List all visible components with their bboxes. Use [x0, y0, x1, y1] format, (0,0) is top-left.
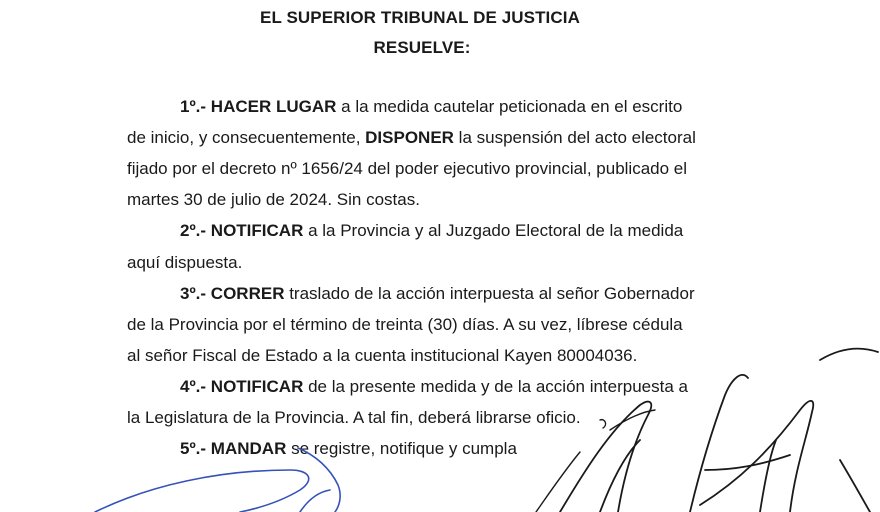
item-5-action: MANDAR [210, 439, 287, 458]
item-1-number: 1º.- [180, 97, 207, 116]
item-1-line-3: fijado por el decreto nº 1656/24 del poder ejecutivo provincial, publicado el [127, 159, 688, 178]
item-5-line-1 [180, 439, 780, 459]
item-1-text-2c: la suspensión del acto electoral [453, 128, 696, 147]
item-3-text-1: traslado de la acción interpuesta al señor Gobernador [289, 284, 695, 303]
item-1-action: HACER LUGAR [210, 97, 337, 116]
item-1-line-1 [180, 97, 780, 117]
item-1-line-4: martes 30 de julio de 2024. Sin costas. [127, 190, 420, 209]
resuelve-heading: RESUELVE: [373, 38, 471, 57]
item-1-text-2a: de inicio, y consecuentemente, [127, 128, 366, 147]
item-1-text-1: a la medida cautelar peticionada en el escrito [341, 97, 683, 116]
item-3-number: 3º.- [180, 284, 207, 303]
item-3-line-3: al señor Fiscal de Estado a la cuenta institucional Kayen 80004036. [127, 346, 638, 365]
tribunal-heading: EL SUPERIOR TRIBUNAL DE JUSTICIA [260, 8, 580, 27]
signature-stroke [840, 460, 870, 512]
item-2-text-1: a la Provincia y al Juzgado Electoral de la medida [308, 221, 684, 240]
item-5-text-1: se registre, notifique y cumpla [291, 439, 517, 458]
item-2-action: NOTIFICAR [210, 221, 304, 240]
item-2-number: 2º.- [180, 221, 207, 240]
item-1-line-2 [127, 128, 727, 148]
item-4-number: 4º.- [180, 377, 207, 396]
signature-stroke [820, 349, 878, 360]
item-3-line-1 [180, 284, 780, 304]
item-1-dispone: DISPONER [365, 128, 454, 147]
item-4-text-1: de la presente medida y de la acción interpuesta a [308, 377, 688, 396]
item-5-number: 5º.- [180, 439, 207, 458]
item-2-line-2: aquí dispuesta. [127, 253, 243, 272]
item-4-line-2: la Legislatura de la Provincia. A tal fin, deberá librarse oficio. [127, 408, 581, 427]
item-4-line-1 [180, 377, 780, 397]
signature-stroke [95, 470, 309, 512]
item-4-action: NOTIFICAR [210, 377, 304, 396]
signature-stroke [536, 452, 580, 512]
signature-stroke [300, 490, 330, 512]
item-2-line-1 [180, 221, 780, 241]
item-3-line-2: de la Provincia por el término de treinta (30) días. A su vez, líbrese cédula [127, 315, 683, 334]
item-3-action: CORRER [210, 284, 285, 303]
